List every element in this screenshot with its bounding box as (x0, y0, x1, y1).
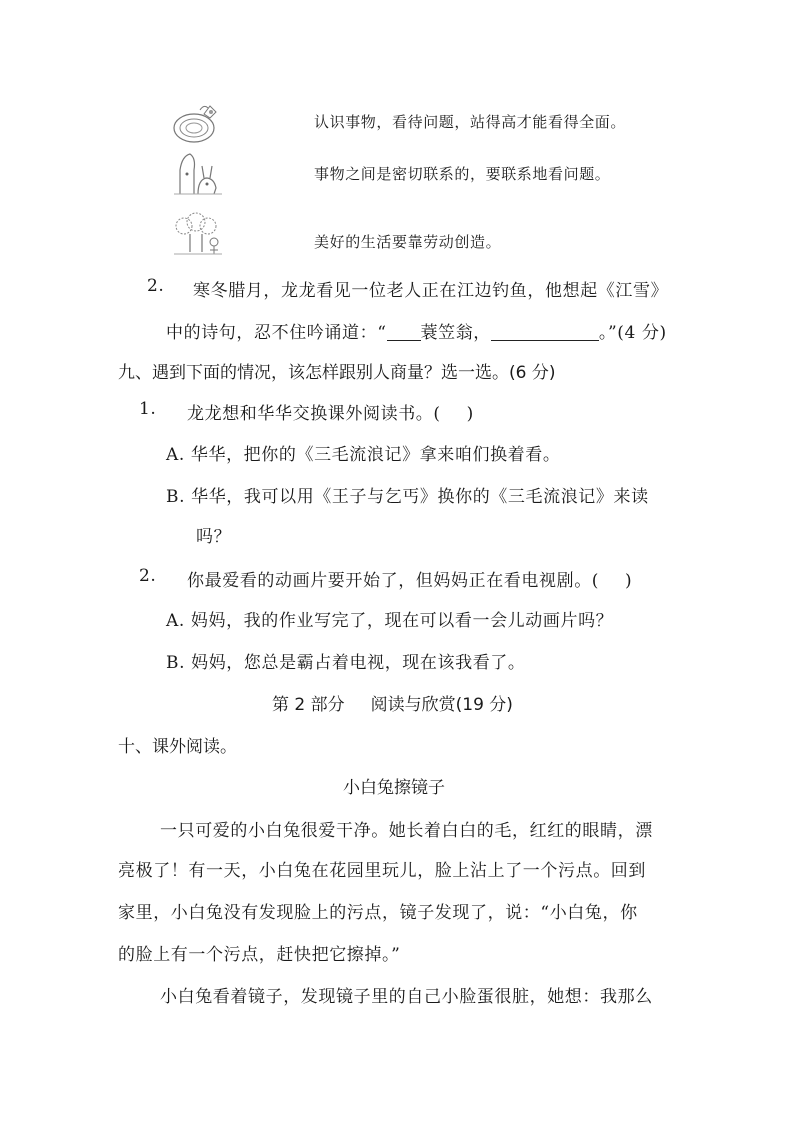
story-line: 一只可爱的小白兔很爱干净。她长着白白的毛，红红的眼睛，漂 (160, 821, 653, 841)
poem-fragment: 蓑笠翁， (420, 323, 491, 343)
story-line: 小白兔看着镜子，发现镜子里的自己小脸蛋很脏，她想：我那么 (160, 987, 653, 1007)
story-line: 的脸上有一个污点，赶快把它擦掉。” (118, 945, 401, 965)
question-number: 2. (147, 276, 165, 296)
rabbits-picture (170, 150, 226, 198)
bracket-close: ) (466, 404, 474, 424)
question-text: 寒冬腊月，龙龙看见一位老人正在江边钓鱼，他想起《江雪》 (193, 281, 669, 301)
answer-blank-2[interactable] (491, 322, 599, 341)
part-title: 阅读与欣赏(19 分) (370, 695, 513, 715)
question-stem: 你最爱看的动画片要开始了，但妈妈正在看电视剧。( (187, 571, 600, 591)
option-b-continued: 吗？ (196, 527, 232, 547)
option-b: B. 妈妈，您总是霸占着电视，现在该我看了。 (166, 653, 526, 673)
story-line: 亮极了！有一天，小白兔在花园里玩儿，脸上沾上了一个污点。回到 (118, 861, 646, 881)
part-heading (272, 690, 513, 715)
question-number: 1. (139, 399, 157, 419)
question-text (187, 399, 474, 424)
story-line: 家里，小白兔没有发现脸上的污点，镜子发现了，说：“小白兔，你 (118, 903, 638, 923)
poem-prompt: 中的诗句，忍不住吟诵道：“ (166, 323, 387, 343)
option-a: A. 华华，把你的《三毛流浪记》拿来咱们换着看。 (166, 445, 561, 465)
option-a: A. 妈妈，我的作业写完了，现在可以看一会儿动画片吗？ (166, 611, 614, 631)
section-9-heading: 九、遇到下面的情况，该怎样跟别人商量？选一选。(6 分) (118, 363, 556, 383)
answer-blank-1[interactable] (387, 322, 421, 341)
tree-picture (170, 212, 226, 256)
question-text (187, 566, 632, 591)
match-statement-1: 认识事物，看待问题，站得高才能看得全面。 (314, 113, 627, 131)
story-title: 小白兔擦镜子 (343, 778, 445, 798)
question-stem: 龙龙想和华华交换课外阅读书。( (187, 404, 441, 424)
part-label: 第 2 部分 (272, 695, 345, 715)
option-b: B. 华华，我可以用《王子与乞丐》换你的《三毛流浪记》来读 (166, 487, 649, 507)
spiral-shell-picture (170, 100, 222, 146)
poem-end: 。”(4 分) (598, 323, 667, 343)
match-statement-3: 美好的生活要靠劳动创造。 (314, 233, 502, 251)
question-number: 2. (139, 566, 157, 586)
question-text-line2 (166, 318, 667, 343)
match-statement-2: 事物之间是密切联系的，要联系地看问题。 (314, 165, 611, 183)
section-10-heading: 十、课外阅读。 (118, 737, 237, 757)
bracket-close: ) (625, 571, 633, 591)
